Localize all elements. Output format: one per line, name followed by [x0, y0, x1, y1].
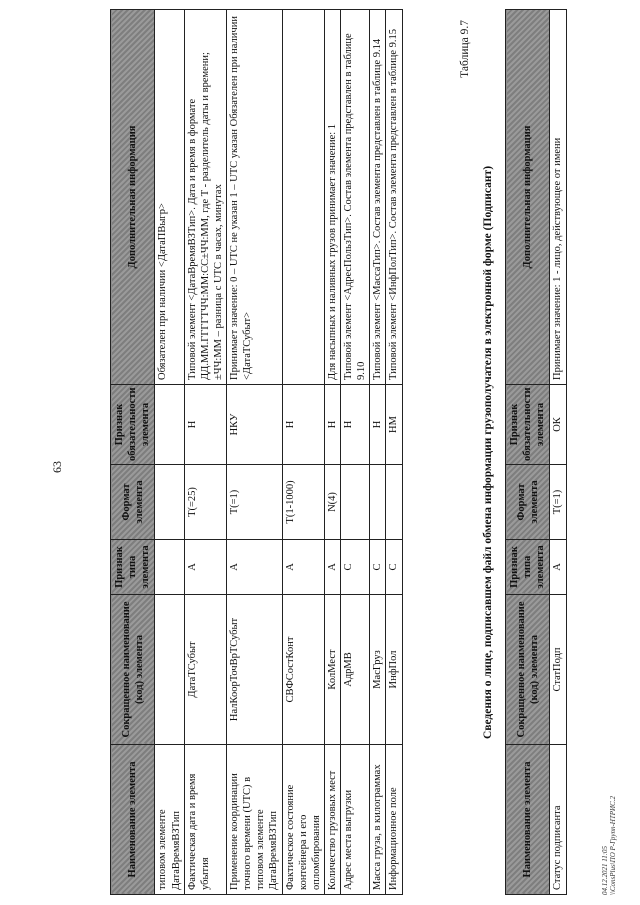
header-format: Формат элемента: [111, 465, 155, 540]
cell-required: [155, 385, 184, 465]
cell-info: Типовой элемент <АдресПользТип>. Состав элемента представлен в таблице 9.10: [341, 10, 370, 385]
cell-name: Фактическое состояние контейнера и его опломбирования: [282, 745, 324, 895]
table-row: [227, 10, 283, 895]
cell-name: Адрес места выгрузки: [341, 745, 370, 895]
table-row: [184, 10, 226, 895]
cell-format: T(=25): [184, 465, 226, 540]
cell-format: [370, 465, 386, 540]
cell-info: Типовой элемент <ДатаВремяВЗТип>. Дата и время в формате ДД.ММ.ГГГГТЧЧ:ММ:СС±ЧЧ:ММ, где T - разделитель даты и времени; ±ЧЧ:ММ – разница с UTC в часах, минутах: [184, 10, 226, 385]
cell-info: [282, 10, 324, 385]
table-header-row: [111, 10, 155, 895]
cell-type: С: [370, 540, 386, 595]
cell-info: Типовой элемент <МассаТип>. Состав элемента представлен в таблице 9.14: [370, 10, 386, 385]
cell-required: ОК: [550, 385, 566, 465]
cell-format: T(=1): [550, 465, 566, 540]
table-row: [341, 10, 370, 895]
table-row: [282, 10, 324, 895]
cell-type: А: [324, 540, 340, 595]
cell-type: [155, 540, 184, 595]
cell-name: Информационное поле: [386, 745, 402, 895]
cell-format: T(1-1000): [282, 465, 324, 540]
table-row: [324, 10, 340, 895]
cell-short: СтатПодп: [550, 595, 566, 745]
cell-format: T(=1): [227, 465, 283, 540]
cell-short: НалКоорТочВрТСубыт: [227, 595, 283, 745]
cell-short: СВФСостКонт: [282, 595, 324, 745]
header-name: Наименование элемента: [506, 745, 550, 895]
cell-short: ИнфПол: [386, 595, 402, 745]
cell-short: ДатаТСубыт: [184, 595, 226, 745]
cell-required: Н: [370, 385, 386, 465]
cell-required: Н: [184, 385, 226, 465]
header-format: Формат элемента: [506, 465, 550, 540]
header-short: Сокращенное наименование (код) элемента: [506, 595, 550, 745]
cell-short: КолМест: [324, 595, 340, 745]
cell-type: А: [227, 540, 283, 595]
cell-info: Для насыпных и наливных грузов принимает значение: 1: [324, 10, 340, 385]
cell-format: N(4): [324, 465, 340, 540]
header-name: Наименование элемента: [111, 745, 155, 895]
cell-info: Принимает значение: 1 - лицо, действующее от имени: [550, 10, 566, 385]
footer-timestamp: 04.12.2021 11:05: [601, 845, 609, 895]
header-short: Сокращенное наименование (код) элемента: [111, 595, 155, 745]
cell-required: НМ: [386, 385, 402, 465]
header-info: Дополнительная информация: [506, 10, 550, 385]
table-header-row: [506, 10, 550, 895]
cell-type: С: [341, 540, 370, 595]
cell-required: Н: [341, 385, 370, 465]
cell-format: [386, 465, 402, 540]
cell-name: Статус подписанта: [550, 745, 566, 895]
cell-type: А: [184, 540, 226, 595]
cell-name: типовом элементе ДатаВремяВЗТип: [155, 745, 184, 895]
header-required: Признак обязательности элемента: [506, 385, 550, 465]
cell-format: [155, 465, 184, 540]
cell-info: Типовой элемент <ИнфПолТип>. Состав элемента представлен в таблице 9.15: [386, 10, 402, 385]
cell-format: [341, 465, 370, 540]
table-row: [550, 10, 566, 895]
header-type: Признак типа элемента: [506, 540, 550, 595]
cell-type: С: [386, 540, 402, 595]
table-row: [386, 10, 402, 895]
cell-required: Н: [282, 385, 324, 465]
print-footer: [602, 796, 617, 895]
table-label: Таблица 9.7: [459, 20, 471, 78]
cell-type: А: [282, 540, 324, 595]
header-info: Дополнительная информация: [111, 10, 155, 385]
footer-path: \\ConsPlus\ПО Р-Групп-НТРИС.2: [608, 796, 617, 895]
cell-name: Фактическая дата и время убытия: [184, 745, 226, 895]
table-row: [370, 10, 386, 895]
cell-name: Применение координации точного времени (UTC) в типовом элементе ДатаВремяВЗТип: [227, 745, 283, 895]
table-title: Сведения о лице, подписавшем файл обмена информации грузополучателя в электронной форме (Подписант): [482, 165, 494, 740]
cell-short: МасГруз: [370, 595, 386, 745]
cell-required: НКУ: [227, 385, 283, 465]
cell-info: Обязателен при наличии <ДатаПВыгр>: [155, 10, 184, 385]
cell-name: Количество грузовых мест: [324, 745, 340, 895]
cell-type: А: [550, 540, 566, 595]
cell-required: Н: [324, 385, 340, 465]
cell-short: АдрМВ: [341, 595, 370, 745]
cell-short: [155, 595, 184, 745]
cell-name: Масса груза, в килограммах: [370, 745, 386, 895]
cell-info: Принимает значение: 0 – UTC не указан 1 – UTC указан Обязателен при наличии <ДатаТСубыт>: [227, 10, 283, 385]
page-number: 63: [50, 461, 64, 473]
header-required: Признак обязательности элемента: [111, 385, 155, 465]
header-type: Признак типа элемента: [111, 540, 155, 595]
signer-table: [505, 9, 567, 895]
table-row: [155, 10, 184, 895]
elements-table-continued: [110, 9, 403, 895]
